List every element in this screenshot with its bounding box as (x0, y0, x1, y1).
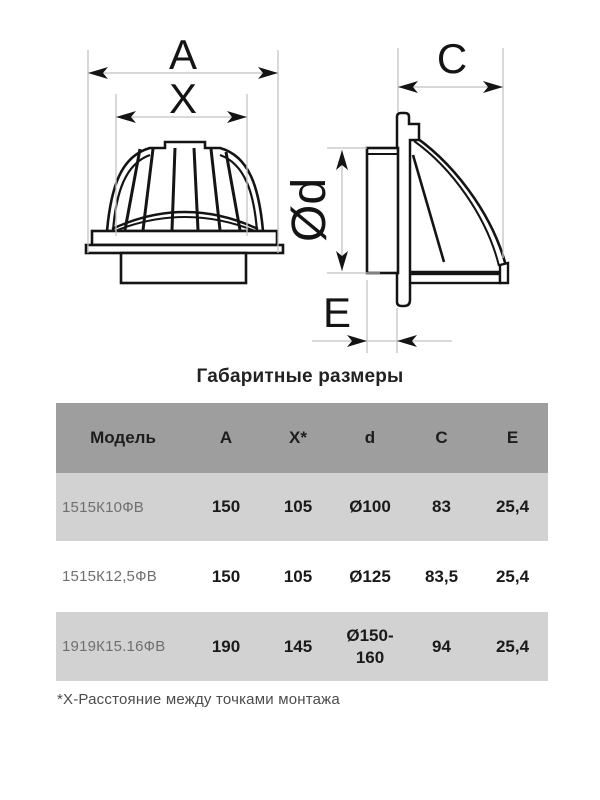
value-cell-x: 105 (283, 566, 313, 586)
value-cell-c: 94 (432, 636, 451, 656)
technical-drawing-svg (0, 0, 600, 360)
table-row (56, 541, 548, 612)
model-cell: 1515К12,5ФВ (62, 568, 157, 585)
dimension-label-x: X (168, 75, 198, 122)
column-header-a: A (219, 428, 233, 447)
table-row (56, 473, 548, 541)
model-cell: 1515К10ФВ (62, 498, 145, 516)
table-row (56, 612, 548, 681)
value-cell-c: 83 (432, 497, 451, 517)
value-cell-a: 150 (211, 497, 241, 517)
value-cell-e: 25,4 (495, 497, 530, 517)
column-header-x: X* (289, 428, 307, 447)
dimension-drawings (0, 0, 600, 360)
column-header-c: C (435, 428, 448, 447)
value-cell-a: 190 (211, 636, 241, 656)
value-cell-x: 105 (283, 497, 313, 517)
column-header-model: Модель (90, 428, 156, 447)
value-cell-d: Ø100 (349, 497, 391, 517)
dimension-label-d: Ød (283, 177, 336, 243)
section-heading: Габаритные размеры (196, 366, 404, 387)
side-view-drawing (283, 35, 508, 353)
dimensions-table (56, 403, 548, 681)
value-cell-d: Ø125 (349, 566, 391, 586)
value-cell-d: Ø150-160 (346, 626, 394, 667)
dimension-label-c: C (436, 35, 468, 82)
value-cell-e: 25,4 (495, 636, 530, 656)
table-header-row (56, 403, 548, 473)
value-cell-e: 25,4 (495, 566, 530, 586)
column-header-e: E (506, 428, 519, 447)
value-cell-a: 150 (211, 566, 241, 586)
value-cell-x: 145 (283, 636, 313, 656)
value-cell-c: 83,5 (424, 566, 459, 586)
column-header-d: d (364, 428, 376, 447)
table-footnote: *Х-Расстояние между точками монтажа (57, 691, 340, 708)
front-view-drawing (86, 31, 283, 283)
model-cell: 1919К15.16ФВ (62, 638, 166, 655)
dimension-label-a: A (168, 31, 198, 78)
dimension-label-e: E (322, 289, 352, 336)
